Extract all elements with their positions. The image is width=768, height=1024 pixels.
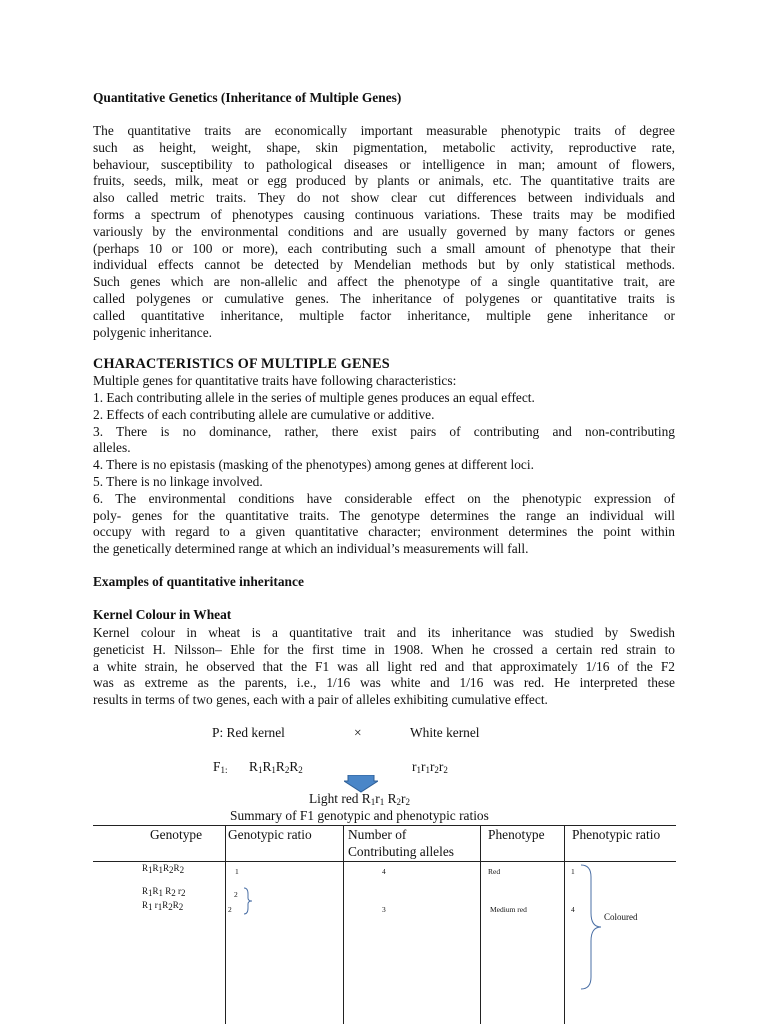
characteristic-item: the genetically determined range at which an individual’s measurements will fall.: [93, 541, 529, 557]
parent-white-label: White kernel: [410, 725, 480, 740]
table-row-ratio: 1: [235, 867, 239, 876]
table-row-phenoratio: 1: [571, 867, 575, 876]
wheat-line: Kernel colour in wheat is a quantitative trait and its inheritance was studied by Swedish: [93, 625, 675, 640]
col-header-phenotype: Phenotype: [488, 827, 545, 842]
table-row-genotype: $R_1R_1R_2R_2$: [142, 863, 185, 875]
characteristics-heading: CHARACTERISTICS OF MULTIPLE GENES: [93, 356, 390, 372]
intro-line: polygenic inheritance.: [93, 324, 212, 340]
intro-line: The quantitative traits are economically important measurable phenotypic traits of degree: [93, 123, 675, 138]
wheat-line: results in terms of two genes, each with a pair of alleles exhibiting cumulative effect.: [93, 692, 548, 708]
characteristics-lead: Multiple genes for quantitative traits have following characteristics:: [93, 373, 457, 388]
table-row-alleles: 3: [382, 905, 386, 914]
table-row-alleles: 4: [382, 867, 386, 876]
wheat-line: geneticist H. Nilsson– Ehle for the first time in 1908. When he crossed a certain red strain to: [93, 641, 675, 657]
column-divider: [480, 825, 481, 1024]
coloured-label: Coloured: [604, 912, 638, 922]
table-header-rule: [93, 861, 676, 862]
characteristic-item: 4. There is no epistasis (masking of the phenotypes) among genes at different loci.: [93, 457, 534, 473]
column-divider: [564, 825, 565, 1024]
document-title: Quantitative Genetics (Inheritance of Multiple Genes): [93, 90, 402, 105]
intro-line: variously by the environmental conditions and are usually governed by many factors or genes: [93, 223, 675, 239]
table-row-phenoratio: 4: [571, 905, 575, 914]
intro-line: called polygenes or cumulative genes. The inheritance of polygenes or quantitative traits is: [93, 291, 675, 306]
column-divider: [343, 825, 344, 1024]
characteristic-item: 5. There is no linkage involved.: [93, 474, 263, 489]
examples-heading: Examples of quantitative inheritance: [93, 574, 304, 589]
col-header-genotype: Genotype: [150, 827, 203, 842]
table-caption: Summary of F1 genotypic and phenotypic ratios: [230, 808, 489, 823]
col-header-number-of: Number of: [348, 827, 407, 842]
intro-line: called quantitative inheritance, multiple factor inheritance, multiple gene inheritance or: [93, 307, 675, 323]
column-divider: [225, 825, 226, 1024]
characteristic-item: 6. The environmental conditions have considerable effect on the phenotypic expression of: [93, 490, 675, 506]
intro-line: such as height, weight, shape, skin pigmentation, metabolic activity, reproductive rate,: [93, 139, 675, 155]
wheat-line: was as extreme as the parents, i.e., 1/16 was white and 1/16 was red. He interpreted these: [93, 675, 675, 691]
characteristic-item: occupy with regard to a given quantitative character; environment determines the point within: [93, 524, 675, 540]
col-header-genotypic-ratio: Genotypic ratio: [228, 827, 312, 842]
col-header-contributing-alleles: Contributing alleles: [348, 844, 454, 859]
intro-line: individual effects cannot be detected by Mendelian methods but by only statistical methods.: [93, 257, 675, 273]
table-row-phenotype: Red: [488, 867, 501, 876]
characteristic-item: poly- genes for the quantitative traits. The genotype determines the range an individual will: [93, 507, 675, 523]
intro-line: fruits, seeds, milk, meat or egg produced by plants or animals, etc. The quantitative traits are: [93, 173, 675, 189]
col-header-phenotypic-ratio: Phenotypic ratio: [572, 827, 661, 842]
table-row-genotype: $R_1$ $r_1R_2R_2$: [142, 900, 184, 912]
table-row-ratio: 2: [228, 905, 232, 914]
table-top-rule: [93, 825, 676, 826]
f1-label: $F_{1:}$: [213, 759, 228, 775]
intro-line: behaviour, susceptibility to pathological diseases or intelligence in man; amount of flowers,: [93, 156, 675, 172]
ratio-brace-icon: [242, 887, 254, 915]
coloured-brace-icon: [579, 863, 605, 993]
characteristic-item: 3. There is no dominance, rather, there exist pairs of contributing and non-contributing: [93, 423, 675, 439]
f1-offspring: Light red $R_1r_1$ $R_2r_2$: [309, 791, 410, 807]
intro-line: forms a spectrum of phenotypes causing continuous variations. These traits may be modified: [93, 207, 675, 222]
table-row-genotype: $R_1R_1$ $R_2$ $r_2$: [142, 886, 186, 898]
wheat-line: a white strain, he observed that the F1 was all light red and that approximately 1/16 of the F2: [93, 658, 675, 674]
intro-line: (perhaps 10 or 100 or more), each contributing such a small amount of phenotype that their: [93, 240, 675, 256]
characteristic-item: 1. Each contributing allele in the series of multiple genes produces an equal effect.: [93, 390, 535, 405]
characteristic-item: 2. Effects of each contributing allele are cumulative or additive.: [93, 406, 435, 422]
table-row-phenotype: Medium red: [490, 905, 527, 914]
parent-red-label: P: Red kernel: [212, 725, 285, 740]
cross-symbol: ×: [354, 725, 362, 740]
white-genotype: $r_1r_1r_2r_2$: [412, 759, 448, 775]
wheat-heading: Kernel Colour in Wheat: [93, 607, 232, 622]
table-row-ratio: 2: [234, 890, 238, 899]
red-genotype: $R_1R_1R_2R_2$: [249, 759, 303, 775]
characteristic-item: alleles.: [93, 440, 131, 456]
intro-line: also called metric traits. They do not show clear cut differences between individuals and: [93, 190, 675, 206]
intro-line: Such genes which are non-allelic and affect the phenotype of a single quantitative trait, are: [93, 274, 675, 290]
